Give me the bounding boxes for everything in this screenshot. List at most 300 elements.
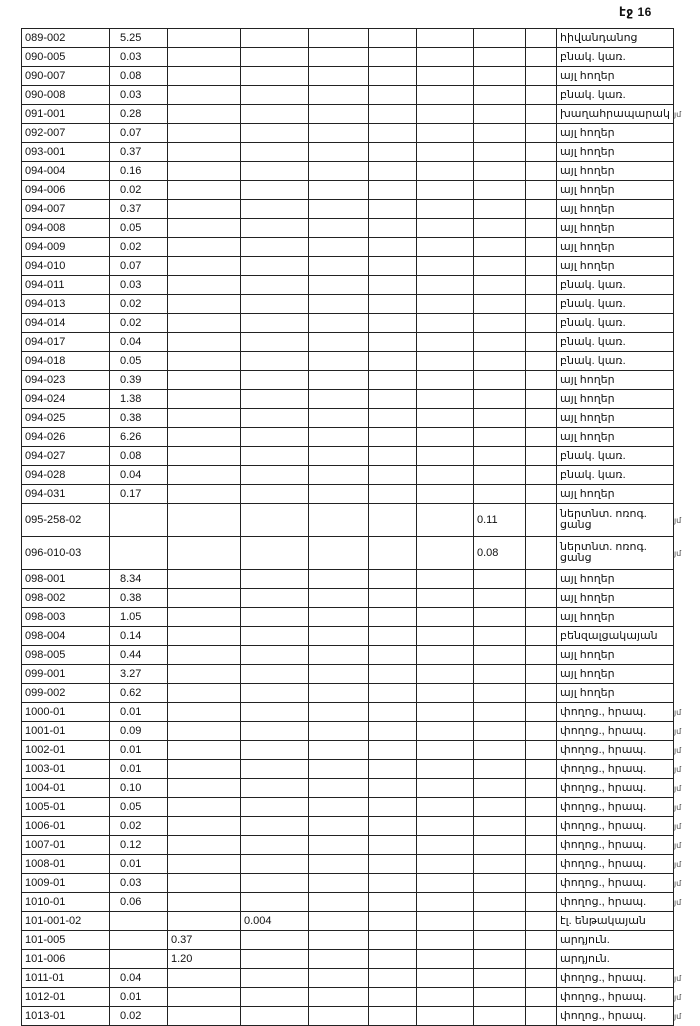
col-h-cell [369, 200, 417, 219]
area-cell: 0.02 [110, 181, 168, 200]
col-j-cell [474, 428, 526, 447]
col-e-cell [168, 893, 241, 912]
land-use-cell: փողոց., հրապ. [557, 969, 674, 988]
col-k-cell [526, 627, 557, 646]
col-j-cell [474, 988, 526, 1007]
col-e-cell [168, 817, 241, 836]
col-j-cell [474, 257, 526, 276]
col-g-cell [309, 836, 369, 855]
col-e-cell [168, 371, 241, 390]
parcel-code-cell: 098-003 [22, 608, 110, 627]
col-k-cell [526, 124, 557, 143]
col-f-cell [241, 371, 309, 390]
table-row [22, 200, 674, 219]
col-i-cell [417, 950, 474, 969]
parcel-code-cell: 094-008 [22, 219, 110, 238]
col-k-cell [526, 48, 557, 67]
col-k-cell [526, 409, 557, 428]
area-cell: 0.02 [110, 295, 168, 314]
land-use-cell: բնակ. կառ. [557, 314, 674, 333]
col-h-cell [369, 779, 417, 798]
land-use-cell: այլ հողեր [557, 219, 674, 238]
col-k-cell [526, 352, 557, 371]
parcel-code-cell: 094-028 [22, 466, 110, 485]
land-use-cell: փողոց., հրապ. [557, 798, 674, 817]
col-i-cell [417, 836, 474, 855]
col-k-cell [526, 447, 557, 466]
col-j-cell [474, 409, 526, 428]
table-row [22, 86, 674, 105]
area-cell: 0.04 [110, 333, 168, 352]
table-row [22, 874, 674, 893]
parcel-code-cell: 1008-01 [22, 855, 110, 874]
land-use-cell: այլ հողեր [557, 665, 674, 684]
col-g-cell [309, 504, 369, 537]
col-k-cell [526, 390, 557, 409]
col-k-cell [526, 537, 557, 570]
col-h-cell [369, 219, 417, 238]
col-i-cell [417, 646, 474, 665]
col-j-cell [474, 86, 526, 105]
col-g-cell [309, 86, 369, 105]
col-g-cell [309, 295, 369, 314]
col-g-cell [309, 931, 369, 950]
col-h-cell [369, 143, 417, 162]
col-h-cell [369, 665, 417, 684]
col-j-cell [474, 722, 526, 741]
col-g-cell [309, 29, 369, 48]
col-f-cell [241, 988, 309, 1007]
table-row [22, 485, 674, 504]
col-g-cell [309, 570, 369, 589]
land-use-cell: այլ հողեր [557, 684, 674, 703]
col-h-cell [369, 1007, 417, 1026]
table-row [22, 627, 674, 646]
col-g-cell [309, 333, 369, 352]
col-f-cell [241, 485, 309, 504]
col-k-cell [526, 589, 557, 608]
col-g-cell [309, 589, 369, 608]
land-use-cell: բնակ. կառ. [557, 352, 674, 371]
col-f-cell [241, 333, 309, 352]
parcel-code-cell: 1007-01 [22, 836, 110, 855]
col-h-cell [369, 29, 417, 48]
land-use-cell: փողոց., հրապ. [557, 855, 674, 874]
col-f-cell [241, 238, 309, 257]
col-h-cell [369, 931, 417, 950]
col-e-cell [168, 836, 241, 855]
land-use-cell: այլ հողեր [557, 371, 674, 390]
area-cell [110, 537, 168, 570]
land-use-cell: փողոց., հրապ. [557, 874, 674, 893]
col-e-cell [168, 504, 241, 537]
parcel-code-cell: 096-010-03 [22, 537, 110, 570]
table-row [22, 257, 674, 276]
area-cell: 0.01 [110, 741, 168, 760]
col-i-cell [417, 447, 474, 466]
col-g-cell [309, 428, 369, 447]
col-i-cell [417, 798, 474, 817]
col-e-cell [168, 29, 241, 48]
col-f-cell [241, 684, 309, 703]
col-j-cell [474, 105, 526, 124]
table-row [22, 988, 674, 1007]
col-i-cell [417, 741, 474, 760]
col-f-cell: 0.004 [241, 912, 309, 931]
col-g-cell [309, 162, 369, 181]
col-j-cell [474, 589, 526, 608]
col-j-cell [474, 608, 526, 627]
parcel-code-cell: 1012-01 [22, 988, 110, 1007]
land-use-cell: բնակ. կառ. [557, 48, 674, 67]
col-h-cell [369, 817, 417, 836]
parcel-code-cell: 094-007 [22, 200, 110, 219]
col-i-cell [417, 485, 474, 504]
col-j-cell [474, 48, 526, 67]
land-use-cell: այլ հողեր [557, 257, 674, 276]
col-e-cell [168, 181, 241, 200]
land-use-cell: բնակ. կառ. [557, 333, 674, 352]
col-k-cell [526, 333, 557, 352]
area-cell: 0.01 [110, 760, 168, 779]
col-f-cell [241, 931, 309, 950]
table-row [22, 855, 674, 874]
parcel-code-cell: 094-027 [22, 447, 110, 466]
land-use-cell: բնակ. կառ. [557, 466, 674, 485]
col-g-cell [309, 893, 369, 912]
col-i-cell [417, 969, 474, 988]
table-row [22, 105, 674, 124]
col-k-cell [526, 722, 557, 741]
col-f-cell [241, 817, 309, 836]
col-f-cell [241, 409, 309, 428]
table-row [22, 295, 674, 314]
land-use-cell: այլ հողեր [557, 162, 674, 181]
area-cell: 0.08 [110, 67, 168, 86]
parcel-code-cell: 092-007 [22, 124, 110, 143]
area-cell: 0.14 [110, 627, 168, 646]
col-f-cell [241, 627, 309, 646]
col-g-cell [309, 181, 369, 200]
col-g-cell [309, 969, 369, 988]
col-e-cell [168, 105, 241, 124]
col-j-cell [474, 741, 526, 760]
parcel-code-cell: 101-006 [22, 950, 110, 969]
parcel-code-cell: 089-002 [22, 29, 110, 48]
land-use-cell: բնակ. կառ. [557, 86, 674, 105]
col-e-cell [168, 760, 241, 779]
land-use-cell: այլ հողեր [557, 67, 674, 86]
col-i-cell [417, 817, 474, 836]
table-row [22, 48, 674, 67]
col-i-cell [417, 589, 474, 608]
col-i-cell [417, 181, 474, 200]
col-i-cell [417, 703, 474, 722]
col-i-cell [417, 219, 474, 238]
col-e-cell [168, 276, 241, 295]
land-use-cell: փողոց., հրապ. [557, 760, 674, 779]
land-use-cell: փողոց., հրապ. [557, 779, 674, 798]
col-i-cell [417, 855, 474, 874]
land-use-cell: այլ հողեր [557, 570, 674, 589]
col-g-cell [309, 219, 369, 238]
parcel-code-cell: 094-010 [22, 257, 110, 276]
col-e-cell [168, 779, 241, 798]
col-f-cell [241, 608, 309, 627]
parcel-code-cell: 099-002 [22, 684, 110, 703]
table-row [22, 950, 674, 969]
parcel-code-cell: 095-258-02 [22, 504, 110, 537]
col-j-cell: 0.08 [474, 537, 526, 570]
col-h-cell [369, 371, 417, 390]
col-e-cell [168, 238, 241, 257]
col-j-cell [474, 893, 526, 912]
col-f-cell [241, 855, 309, 874]
col-e-cell [168, 314, 241, 333]
parcel-code-cell: 1003-01 [22, 760, 110, 779]
margin-mark: յմ [674, 746, 682, 755]
col-g-cell [309, 537, 369, 570]
area-cell: 0.39 [110, 371, 168, 390]
col-f-cell [241, 143, 309, 162]
col-h-cell [369, 969, 417, 988]
table-row [22, 703, 674, 722]
col-h-cell [369, 703, 417, 722]
parcel-code-cell: 1011-01 [22, 969, 110, 988]
parcel-code-cell: 094-006 [22, 181, 110, 200]
margin-mark: յմ [674, 898, 682, 907]
margin-mark: յմ [674, 803, 682, 812]
col-h-cell [369, 105, 417, 124]
area-cell: 0.01 [110, 855, 168, 874]
col-g-cell [309, 409, 369, 428]
table-row [22, 466, 674, 485]
area-cell: 0.09 [110, 722, 168, 741]
col-e-cell [168, 988, 241, 1007]
land-use-cell: փողոց., հրապ. [557, 988, 674, 1007]
land-use-cell: բենզալցակայան [557, 627, 674, 646]
parcel-code-cell: 094-018 [22, 352, 110, 371]
land-use-cell: փողոց., հրապ. [557, 836, 674, 855]
col-i-cell [417, 143, 474, 162]
col-i-cell [417, 352, 474, 371]
col-e-cell [168, 703, 241, 722]
col-f-cell [241, 646, 309, 665]
area-cell: 0.03 [110, 276, 168, 295]
area-cell: 0.02 [110, 238, 168, 257]
col-h-cell [369, 646, 417, 665]
col-h-cell [369, 741, 417, 760]
area-cell: 0.62 [110, 684, 168, 703]
col-h-cell [369, 893, 417, 912]
col-i-cell [417, 371, 474, 390]
table-row [22, 504, 674, 537]
col-g-cell [309, 817, 369, 836]
col-i-cell [417, 105, 474, 124]
table-row [22, 428, 674, 447]
area-cell: 0.03 [110, 86, 168, 105]
col-e-cell [168, 390, 241, 409]
col-j-cell [474, 447, 526, 466]
table-row [22, 390, 674, 409]
area-cell: 0.37 [110, 200, 168, 219]
land-use-cell: փողոց., հրապ. [557, 722, 674, 741]
land-use-cell: այլ հողեր [557, 608, 674, 627]
col-h-cell [369, 181, 417, 200]
col-j-cell [474, 29, 526, 48]
col-e-cell [168, 912, 241, 931]
col-g-cell [309, 855, 369, 874]
col-i-cell [417, 608, 474, 627]
col-k-cell [526, 162, 557, 181]
col-h-cell [369, 874, 417, 893]
area-cell: 0.03 [110, 874, 168, 893]
col-k-cell [526, 67, 557, 86]
col-k-cell [526, 836, 557, 855]
table-row [22, 893, 674, 912]
table-row [22, 912, 674, 931]
col-k-cell [526, 29, 557, 48]
parcel-code-cell: 098-002 [22, 589, 110, 608]
page-number-label: էջ 16 [619, 5, 652, 19]
col-g-cell [309, 665, 369, 684]
col-g-cell [309, 200, 369, 219]
col-j-cell [474, 124, 526, 143]
col-e-cell [168, 219, 241, 238]
land-use-cell: այլ հողեր [557, 124, 674, 143]
table-row [22, 1007, 674, 1026]
parcel-code-cell: 101-001-02 [22, 912, 110, 931]
col-e-cell [168, 537, 241, 570]
table-row [22, 589, 674, 608]
col-k-cell [526, 257, 557, 276]
col-k-cell [526, 86, 557, 105]
col-j-cell: 0.11 [474, 504, 526, 537]
land-use-cell: այլ հողեր [557, 181, 674, 200]
col-e-cell [168, 485, 241, 504]
area-cell: 1.38 [110, 390, 168, 409]
area-cell: 0.01 [110, 703, 168, 722]
col-j-cell [474, 181, 526, 200]
col-i-cell [417, 1007, 474, 1026]
area-cell [110, 504, 168, 537]
col-f-cell [241, 67, 309, 86]
land-use-cell: էլ. ենթակայան [557, 912, 674, 931]
margin-mark: յմ [674, 549, 682, 558]
col-g-cell [309, 646, 369, 665]
col-f-cell [241, 29, 309, 48]
area-cell: 0.38 [110, 589, 168, 608]
area-cell: 0.01 [110, 988, 168, 1007]
col-k-cell [526, 371, 557, 390]
col-h-cell [369, 466, 417, 485]
col-j-cell [474, 485, 526, 504]
col-e-cell [168, 570, 241, 589]
col-h-cell [369, 48, 417, 67]
col-k-cell [526, 485, 557, 504]
parcel-code-cell: 093-001 [22, 143, 110, 162]
col-j-cell [474, 295, 526, 314]
col-k-cell [526, 646, 557, 665]
area-cell: 0.02 [110, 314, 168, 333]
col-e-cell [168, 855, 241, 874]
col-k-cell [526, 504, 557, 537]
col-k-cell [526, 295, 557, 314]
area-cell: 1.05 [110, 608, 168, 627]
col-k-cell [526, 570, 557, 589]
col-g-cell [309, 352, 369, 371]
area-cell: 8.34 [110, 570, 168, 589]
area-cell: 0.10 [110, 779, 168, 798]
col-k-cell [526, 779, 557, 798]
col-h-cell [369, 333, 417, 352]
col-k-cell [526, 931, 557, 950]
col-j-cell [474, 371, 526, 390]
col-i-cell [417, 124, 474, 143]
col-f-cell [241, 779, 309, 798]
parcel-code-cell: 094-024 [22, 390, 110, 409]
area-cell: 0.05 [110, 352, 168, 371]
col-e-cell [168, 124, 241, 143]
col-f-cell [241, 893, 309, 912]
table-row [22, 760, 674, 779]
col-j-cell [474, 969, 526, 988]
area-cell: 0.04 [110, 969, 168, 988]
col-k-cell [526, 798, 557, 817]
col-j-cell [474, 950, 526, 969]
col-f-cell [241, 352, 309, 371]
table-row [22, 219, 674, 238]
col-h-cell [369, 504, 417, 537]
col-f-cell [241, 722, 309, 741]
table-row [22, 817, 674, 836]
land-use-cell: ներտնտ. ոռոգ. ցանց [557, 537, 674, 570]
area-cell: 0.44 [110, 646, 168, 665]
col-h-cell [369, 276, 417, 295]
col-i-cell [417, 504, 474, 537]
col-h-cell [369, 855, 417, 874]
area-cell: 0.38 [110, 409, 168, 428]
col-h-cell [369, 570, 417, 589]
col-e-cell [168, 665, 241, 684]
table-row [22, 238, 674, 257]
col-k-cell [526, 276, 557, 295]
parcel-code-cell: 1004-01 [22, 779, 110, 798]
col-h-cell [369, 67, 417, 86]
col-k-cell [526, 466, 557, 485]
col-h-cell [369, 988, 417, 1007]
land-use-cell: այլ հողեր [557, 485, 674, 504]
col-e-cell [168, 798, 241, 817]
col-i-cell [417, 988, 474, 1007]
col-k-cell [526, 855, 557, 874]
margin-mark: յմ [674, 765, 682, 774]
col-j-cell [474, 67, 526, 86]
col-j-cell [474, 276, 526, 295]
col-j-cell [474, 703, 526, 722]
col-j-cell [474, 836, 526, 855]
col-i-cell [417, 931, 474, 950]
col-j-cell [474, 684, 526, 703]
col-f-cell [241, 390, 309, 409]
col-e-cell [168, 143, 241, 162]
area-cell: 6.26 [110, 428, 168, 447]
col-g-cell [309, 390, 369, 409]
col-j-cell [474, 314, 526, 333]
parcel-code-cell: 1005-01 [22, 798, 110, 817]
col-j-cell [474, 798, 526, 817]
col-k-cell [526, 1007, 557, 1026]
